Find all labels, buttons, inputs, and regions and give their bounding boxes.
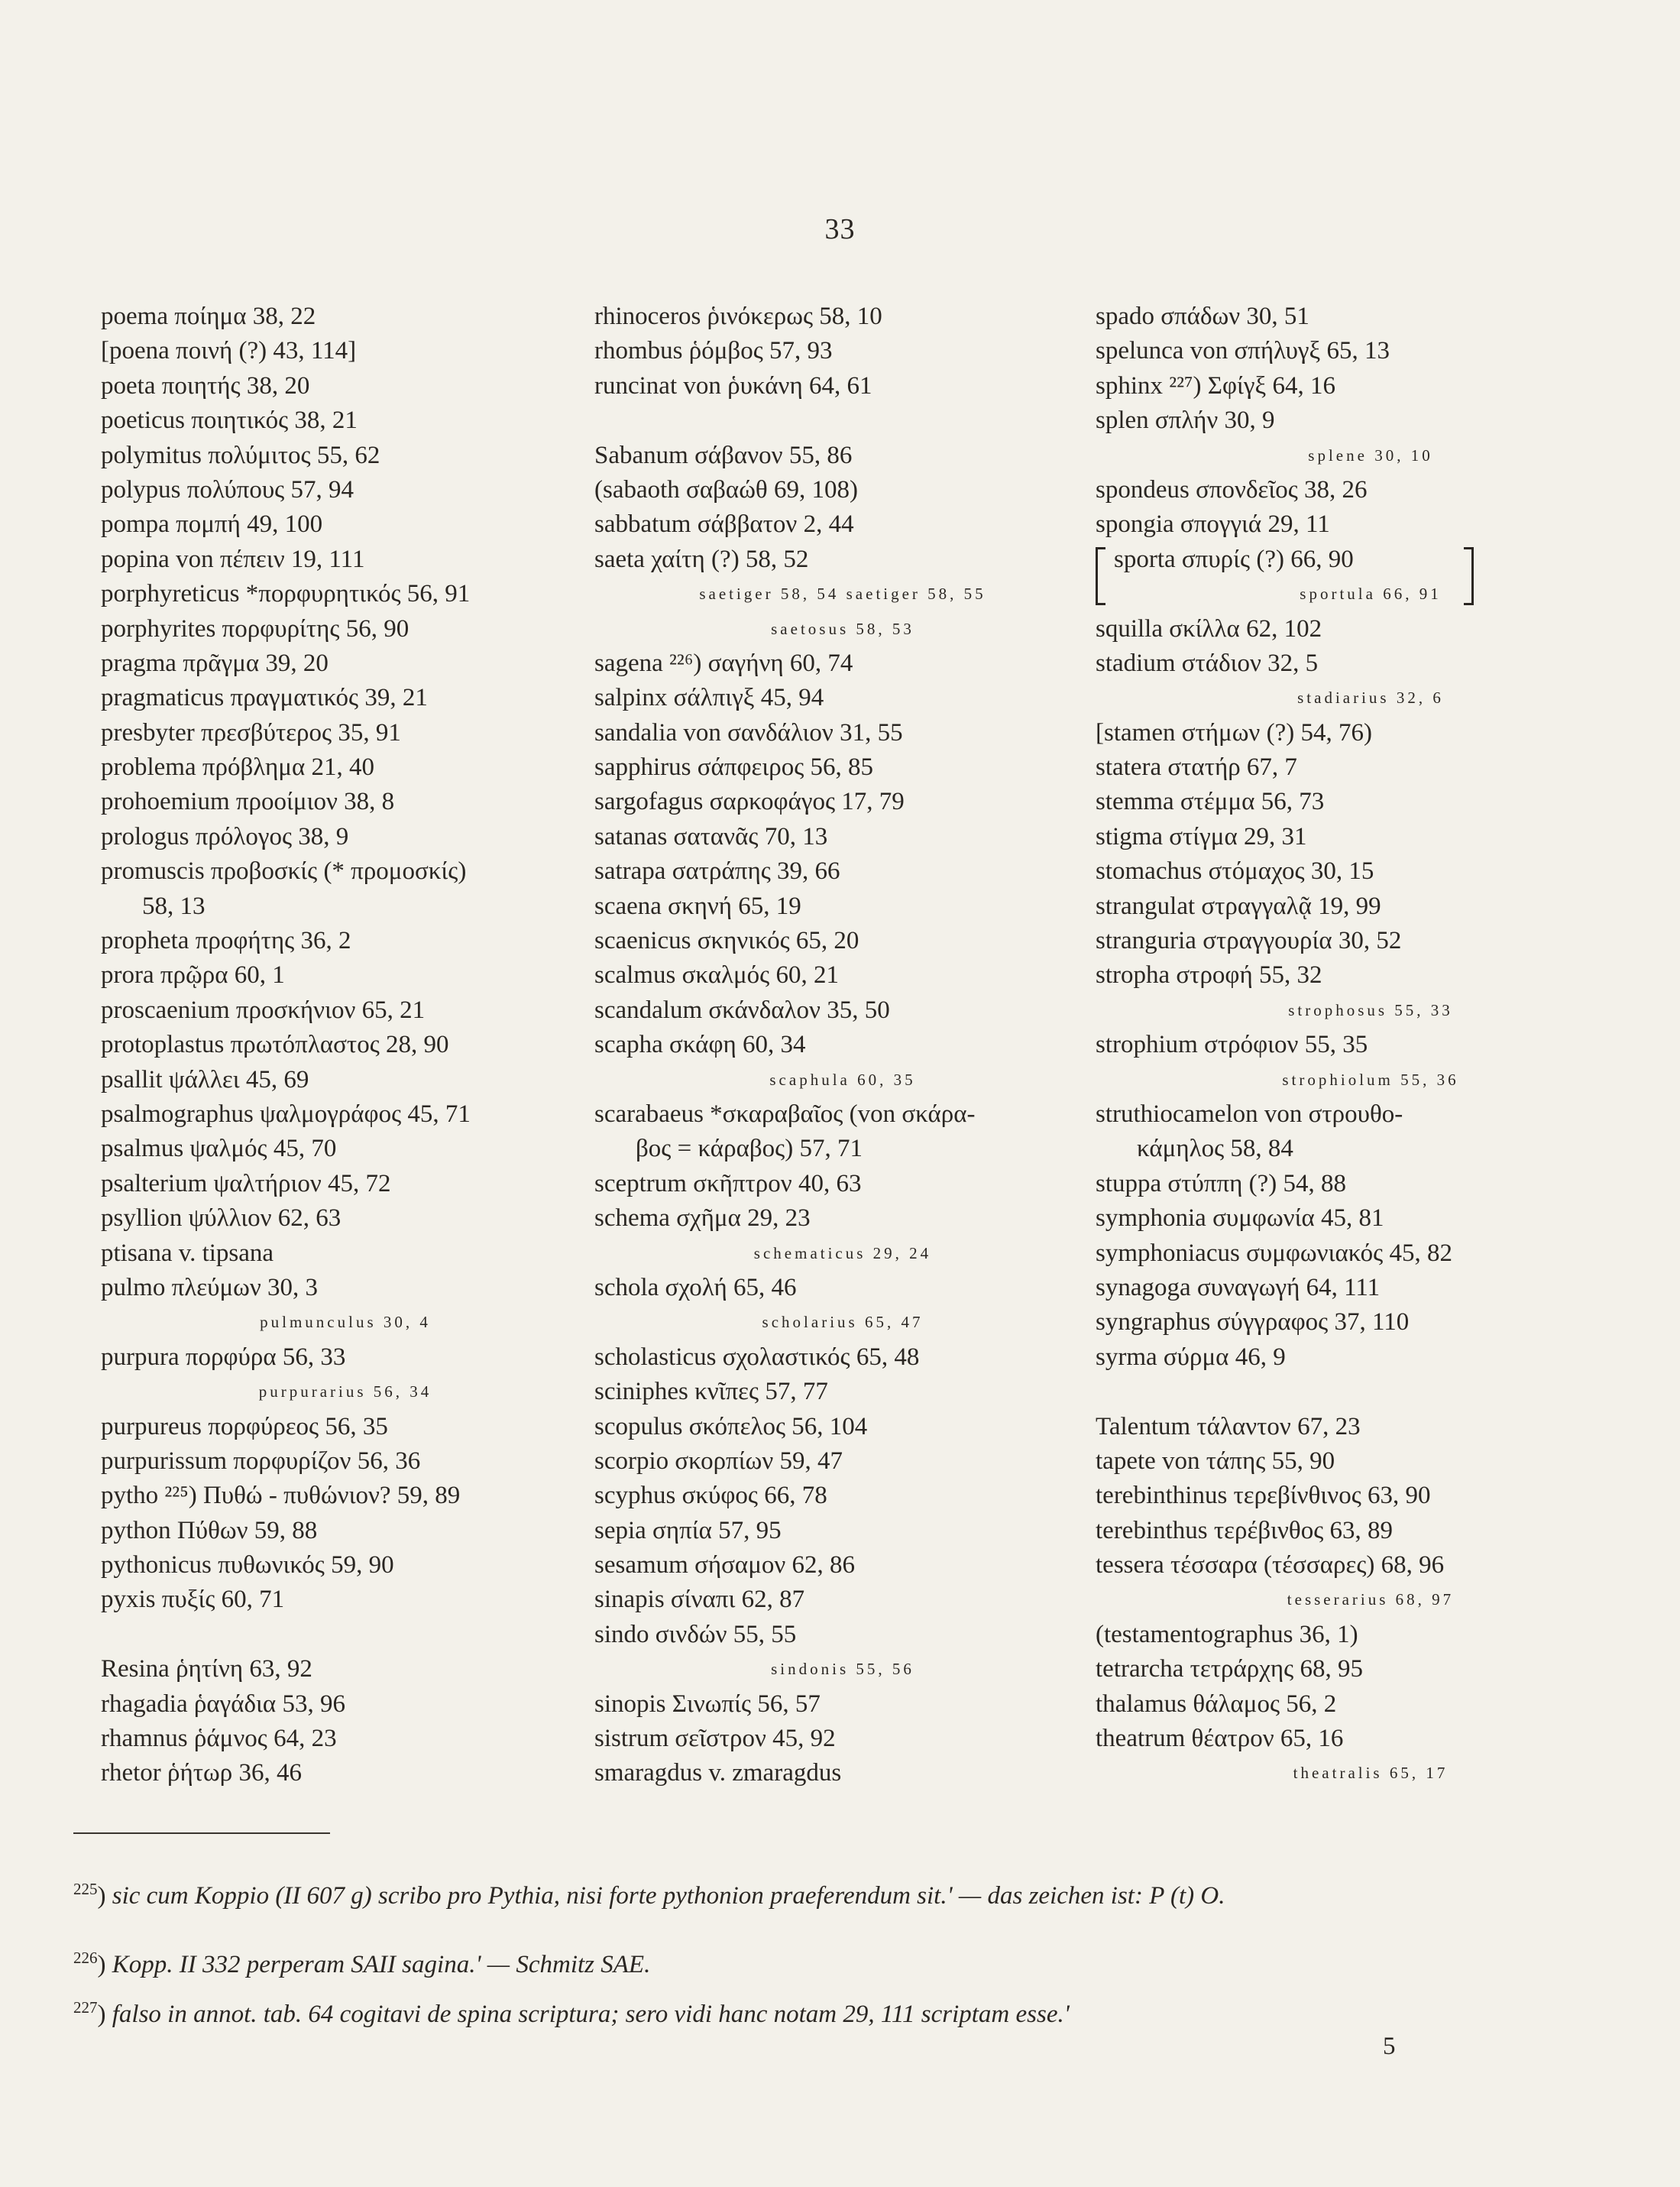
index-entry [101,924,590,958]
index-entry [594,1687,1091,1722]
index-entry [594,993,1091,1028]
index-entry [101,646,590,681]
entry-text: sceptrum σκῆπτρον 40, 63 [594,1169,862,1197]
entry-text: sabbatum σάββατον 2, 44 [594,510,854,539]
entry-text: saetiger 58, 54 saetiger 58, 55 [699,585,986,604]
index-entry [1096,403,1646,438]
entry-text: tesserarius 68, 97 [1287,1590,1455,1609]
index-entry [594,473,1091,507]
entry-text: stuppa στύππη (?) 54, 88 [1096,1169,1347,1197]
index-entry [594,750,1091,785]
entry-text: saetosus 58, 53 [771,619,914,638]
section-gap [594,403,1091,438]
sub-entry [1096,681,1646,715]
entry-text: poema ποίημα 38, 22 [101,303,316,330]
entry-text: psalmographus ψαλμογράφος 45, 71 [101,1100,471,1128]
sub-entry [594,1063,1091,1097]
index-entry [101,473,590,507]
entry-text: schematicus 29, 24 [753,1243,932,1262]
index-entry [101,958,590,993]
index-entry [101,403,590,438]
entry-text: purpureus πορφύρεος 56, 35 [101,1412,388,1440]
index-entry [1096,1618,1646,1652]
entry-text: salpinx σάλπιγξ 45, 94 [594,684,824,712]
sub-entry [1096,439,1646,473]
entry-text: squilla σκίλλα 62, 102 [1096,614,1322,643]
index-entry [101,1652,590,1686]
index-entry [594,1132,1091,1166]
index-entry [101,1340,590,1375]
index-entry [1096,646,1646,681]
entry-text: scholasticus σχολαστικός 65, 48 [594,1343,920,1371]
entry-text: tetrarcha τετράρχης 68, 95 [1096,1655,1363,1683]
entry-text: scopulus σκόπελος 56, 104 [594,1412,868,1440]
index-entry [101,993,590,1028]
index-entry [594,1756,1091,1790]
entry-text: sargofagus σαρκοφάγος 17, 79 [594,788,905,816]
entry-text: terebinthus τερέβινθος 63, 89 [1096,1516,1394,1544]
index-entry [1096,1097,1646,1132]
index-entry [101,507,590,542]
entry-text: porphyreticus *πορφυρητικός 56, 91 [101,580,471,608]
entry-text: synagoga συναγωγή 64, 111 [1096,1273,1381,1301]
entry-text: sinapis σίναπι 62, 87 [594,1586,805,1614]
entry-text: sphinx ²²⁷) Σφίγξ 64, 16 [1096,371,1335,400]
index-entry [101,1548,590,1583]
section-gap [101,1618,590,1652]
index-entry [1096,300,1646,334]
index-entry [594,507,1091,542]
entry-text: scapha σκάφη 60, 34 [594,1031,806,1059]
footnote-number: 225 [73,1880,98,1898]
index-entry [101,543,590,577]
index-entry [1096,1479,1646,1513]
footnote-text: Kopp. II 332 perperam SAII sagina.' — Schmitz SAE. [112,1951,651,1978]
entry-text: splene 30, 10 [1308,446,1433,465]
entry-text: ptisana v. tipsana [101,1239,274,1267]
entry-text: Sabanum σάβανον 55, 86 [594,441,853,469]
entry-text: schola σχολή 65, 46 [594,1273,797,1301]
entry-text: struthiocamelon von στρουθο- [1096,1100,1403,1128]
entry-text: presbyter πρεσβύτερος 35, 91 [101,718,401,747]
sub-entry [594,1236,1091,1271]
entry-text: theatrum θέατρον 65, 16 [1096,1725,1344,1753]
sub-entry [1096,1756,1646,1790]
entry-text: schema σχῆμα 29, 23 [594,1204,811,1233]
entry-text: (testamentographus 36, 1) [1096,1620,1358,1648]
entry-text: purpura πορφύρα 56, 33 [101,1343,346,1371]
entry-text: prologus πρόλογος 38, 9 [101,822,349,851]
index-entry [594,1583,1091,1617]
entry-text: poeta ποιητής 38, 20 [101,371,310,400]
section-gap [1096,1375,1646,1409]
entry-text: propheta προφήτης 36, 2 [101,927,351,955]
sub-entry [101,1305,590,1340]
entry-text: symphonia συμφωνία 45, 81 [1096,1204,1384,1233]
footnote-226: $^{226}$) Kopp. II 332 perperam SAII sagina.' — Schmitz SAE. [73,1949,651,1978]
index-entry [1096,369,1646,403]
entry-text: python Πύθων 59, 88 [101,1516,318,1544]
entry-text: protoplastus πρωτόπλαστος 28, 90 [101,1031,449,1059]
index-entry [594,300,1091,334]
entry-text: spongia σπογγιά 29, 11 [1096,510,1330,539]
entry-text: syngraphus σύγγραφος 37, 110 [1096,1308,1410,1336]
index-entry [101,439,590,473]
index-entry [101,1756,590,1790]
entry-text: scalmus σκαλμός 60, 21 [594,961,839,990]
index-entry [594,1201,1091,1236]
sub-entry [594,577,1091,611]
entry-text: sportula 66, 91 [1300,585,1442,604]
entry-text: sepia σηπία 57, 95 [594,1516,782,1544]
index-entry [101,750,590,785]
index-entry [1096,473,1646,507]
index-entry [1096,1687,1646,1722]
entry-text: Resina ῥητίνη 63, 92 [101,1655,312,1683]
entry-text: pulmunculus 30, 4 [260,1313,431,1332]
entry-text: proscaenium προσκήνιον 65, 21 [101,996,426,1024]
index-entry [101,716,590,750]
entry-text: promuscis προβοσκίς (* προμοσκίς) [101,857,467,886]
index-entry [1096,1028,1646,1062]
entry-text: polymitus πολύμιτος 55, 62 [101,441,380,469]
index-entry [1096,820,1646,854]
entry-text: thalamus θάλαμος 56, 2 [1096,1690,1337,1718]
index-entry [594,334,1091,368]
index-entry [594,1375,1091,1409]
entry-text: psyllion ψύλλιον 62, 63 [101,1204,342,1233]
entry-text: pompa πομπή 49, 100 [101,510,323,539]
index-entry [101,1479,590,1513]
index-entry [594,785,1091,819]
index-entry [101,889,590,924]
sub-entry [1096,1063,1646,1097]
entry-text: sindo σινδών 55, 55 [594,1620,797,1648]
entry-text: sapphirus σάπφειρος 56, 85 [594,753,874,782]
index-entry [101,854,590,889]
index-entry [1096,750,1646,785]
entry-text: tapete von τάπης 55, 90 [1096,1447,1335,1475]
entry-text: (sabaoth σαβαώθ 69, 108) [594,475,858,504]
entry-text: satrapa σατράπης 39, 66 [594,857,840,886]
entry-text: symphoniacus συμφωνιακός 45, 82 [1096,1239,1452,1267]
entry-text: sesamum σήσαμον 62, 86 [594,1551,856,1580]
index-entry [101,785,590,819]
entry-text: sciniphes κνῖπες 57, 77 [594,1378,828,1406]
entry-text: psalterium ψαλτήριον 45, 72 [101,1169,391,1197]
index-column-2 [594,300,1091,1791]
index-entry [1096,785,1646,819]
entry-text: sandalia von σανδάλιον 31, 55 [594,718,903,747]
index-entry [1096,1340,1646,1375]
entry-text: prora πρῷρα 60, 1 [101,961,285,990]
index-entry [101,1271,590,1305]
footnote-225: $^{225}$) sic cum Koppio (II 607 g) scribo pro Pythia, nisi forte pythonion praeferendum sit.' — das zeichen ist: P (t) O. [73,1880,1225,1910]
index-entry [101,1028,590,1062]
entry-text: pragmaticus πραγματικός 39, 21 [101,684,428,712]
entry-text: Talentum τάλαντον 67, 23 [1096,1412,1361,1440]
entry-text: psallit ψάλλει 45, 69 [101,1065,309,1094]
index-entry [594,1444,1091,1479]
index-entry [1096,1236,1646,1271]
entry-text: problema πρόβλημα 21, 40 [101,753,374,782]
entry-text: pulmo πλεύμων 30, 3 [101,1273,319,1301]
index-entry [101,1201,590,1236]
entry-text: κάμηλος 58, 84 [1137,1135,1293,1163]
entry-text: stadium στάδιον 32, 5 [1096,649,1319,677]
index-entry [594,1548,1091,1583]
index-entry [1096,958,1646,993]
entry-text: stomachus στόμαχος 30, 15 [1096,857,1374,886]
sub-entry [1096,577,1646,611]
index-entry [594,369,1091,403]
sub-entry [594,1305,1091,1340]
index-entry [594,889,1091,924]
entry-text: stranguria στραγγουρία 30, 52 [1096,927,1402,955]
sub-entry [594,1652,1091,1686]
index-entry [1096,334,1646,368]
entry-text: poeticus ποιητικός 38, 21 [101,407,358,435]
index-entry [1096,924,1646,958]
entry-text: rhombus ῥόμβος 57, 93 [594,337,833,365]
index-entry [1096,1305,1646,1340]
entry-text: scaphula 60, 35 [769,1070,916,1089]
entry-text: stadiarius 32, 6 [1297,688,1444,708]
index-entry [1096,716,1646,750]
sub-entry [1096,1583,1646,1617]
index-entry [101,1444,590,1479]
index-entry [594,1410,1091,1444]
index-entry [594,1271,1091,1305]
index-entry [101,1167,590,1201]
index-entry [1096,854,1646,889]
index-entry [1096,507,1646,542]
entry-text: polypus πολύπους 57, 94 [101,475,354,504]
index-entry [1096,1201,1646,1236]
index-entry [101,1063,590,1097]
entry-text: prohoemium προοίμιον 38, 8 [101,788,395,816]
footnote-rule [73,1832,330,1834]
entry-text: rhamnus ῥάμνος 64, 23 [101,1725,337,1753]
entry-text: stropha στροφή 55, 32 [1096,961,1322,990]
index-entry [594,681,1091,715]
entry-text: rhinoceros ῥινόκερως 58, 10 [594,303,882,330]
index-entry [101,300,590,334]
index-column-1 [101,300,590,1791]
entry-text: strophium στρόφιον 55, 35 [1096,1031,1368,1059]
entry-text: saeta χαίτη (?) 58, 52 [594,545,809,573]
entry-text: terebinthinus τερεβίνθινος 63, 90 [1096,1482,1431,1510]
index-column-3 [1096,300,1646,1791]
index-entry [1096,1410,1646,1444]
index-entry [1096,1652,1646,1686]
entry-text: purpurissum πορφυρίζον 56, 36 [101,1447,421,1475]
index-entry [101,369,590,403]
entry-text: spelunca von σπήλυγξ 65, 13 [1096,337,1390,365]
index-entry [594,439,1091,473]
entry-text: syrma σύρμα 46, 9 [1096,1343,1286,1371]
signature-mark: 5 [1383,2033,1396,2060]
index-entry [101,1514,590,1548]
entry-text: spado σπάδων 30, 51 [1096,303,1309,330]
entry-text: pytho ²²⁵) Πυθώ - πυθώνιον? 59, 89 [101,1482,461,1510]
index-entry [1096,612,1646,646]
index-entry [101,1583,590,1617]
index-entry [101,577,590,611]
sub-entry [101,1375,590,1409]
entry-text: theatralis 65, 17 [1293,1764,1449,1783]
entry-text: strangulat στραγγαλᾷ 19, 99 [1096,892,1381,920]
entry-text: porphyrites πορφυρίτης 56, 90 [101,614,409,643]
entry-text: strophiolum 55, 36 [1282,1070,1459,1089]
index-entry [1096,1722,1646,1756]
index-entry [101,334,590,368]
index-entry [594,1514,1091,1548]
entry-text: scaena σκηνή 65, 19 [594,892,801,920]
index-entry [101,612,590,646]
entry-text: 58, 13 [142,892,206,920]
entry-text: pyxis πυξίς 60, 71 [101,1586,285,1614]
entry-text: popina von πέπειν 19, 111 [101,545,365,573]
entry-text: pragma πρᾶγμα 39, 20 [101,649,329,677]
index-entry [594,1479,1091,1513]
entry-text: scyphus σκύφος 66, 78 [594,1482,827,1510]
entry-text: psalmus ψαλμός 45, 70 [101,1135,337,1163]
index-entry [101,681,590,715]
index-entry [101,1687,590,1722]
entry-text: rhagadia ῥαγάδια 53, 96 [101,1690,345,1718]
index-entry [101,1722,590,1756]
footnote-227: $^{227}$) falso in annot. tab. 64 cogitavi de spina scriptura; sero vidi hanc notam 29, 111 scriptam esse.' [73,1998,1070,2028]
index-entry [594,924,1091,958]
entry-text: [stamen στήμων (?) 54, 76) [1096,718,1372,747]
index-entry [101,820,590,854]
entry-text: stemma στέμμα 56, 73 [1096,788,1325,816]
index-entry [1096,1132,1646,1166]
entry-text: rhetor ῥήτωρ 36, 46 [101,1759,302,1787]
index-entry [1096,889,1646,924]
sub-entry [594,612,1091,646]
entry-text: spondeus σπονδεῖος 38, 26 [1096,475,1368,504]
footnote-text: falso in annot. tab. 64 cogitavi de spina scriptura; sero vidi hanc notam 29, 111 scriptam esse.' [112,2001,1070,2028]
index-entry [1096,1444,1646,1479]
footnote-text: sic cum Koppio (II 607 g) scribo pro Pythia, nisi forte pythonion praeferendum sit.' — das zeichen ist: P (t) O. [112,1882,1225,1910]
entry-text: sagena ²²⁶) σαγήνη 60, 74 [594,649,853,677]
index-entry [101,1410,590,1444]
entry-text: runcinat von ῥυκάνη 64, 61 [594,371,872,400]
index-entry [594,1618,1091,1652]
entry-text: scaenicus σκηνικός 65, 20 [594,927,859,955]
page-number: 33 [824,213,856,245]
entry-text: satanas σατανᾶς 70, 13 [594,822,828,851]
index-entry [1096,543,1646,577]
entry-text: stigma στίγμα 29, 31 [1096,822,1307,851]
index-entry [101,1236,590,1271]
index-entry [101,1097,590,1132]
entry-text: βος = κάραβος) 57, 71 [636,1135,863,1163]
index-entry [594,543,1091,577]
index-entry [594,1340,1091,1375]
entry-text: sindonis 55, 56 [771,1660,914,1679]
footnote-number: 227 [73,1998,98,2017]
entry-text: smaragdus v. zmaragdus [594,1759,842,1787]
index-entry [101,1132,590,1166]
entry-text: tessera τέσσαρα (τέσσαρες) 68, 96 [1096,1551,1445,1580]
footnote-number: 226 [73,1949,98,1967]
entry-text: [poena ποινή (?) 43, 114] [101,337,357,365]
index-entry [594,1028,1091,1062]
entry-text: sistrum σεῖστρον 45, 92 [594,1725,836,1753]
index-entry [594,1167,1091,1201]
index-entry [594,716,1091,750]
index-entry [1096,1271,1646,1305]
entry-text: scholarius 65, 47 [762,1313,924,1332]
index-entry [594,1097,1091,1132]
index-entry [594,854,1091,889]
entry-text: scorpio σκορπίων 59, 47 [594,1447,843,1475]
entry-text: scarabaeus *σκαραβαῖος (von σκάρα- [594,1100,976,1128]
entry-text: scandalum σκάνδαλον 35, 50 [594,996,890,1024]
index-entry [594,646,1091,681]
index-entry [1096,1514,1646,1548]
index-entry [1096,1167,1646,1201]
entry-text: sporta σπυρίς (?) 66, 90 [1114,545,1354,573]
entry-text: sinopis Σινωπίς 56, 57 [594,1690,821,1718]
entry-text: strophosus 55, 33 [1288,1000,1453,1019]
entry-text: purpurarius 56, 34 [258,1382,432,1401]
entry-text: statera στατήρ 67, 7 [1096,753,1297,782]
index-entry [1096,1548,1646,1583]
index-entry [594,958,1091,993]
entry-text: splen σπλήν 30, 9 [1096,407,1275,435]
sub-entry [1096,993,1646,1028]
index-entry [594,1722,1091,1756]
entry-text: pythonicus πυθωνικός 59, 90 [101,1551,394,1580]
index-entry [594,820,1091,854]
